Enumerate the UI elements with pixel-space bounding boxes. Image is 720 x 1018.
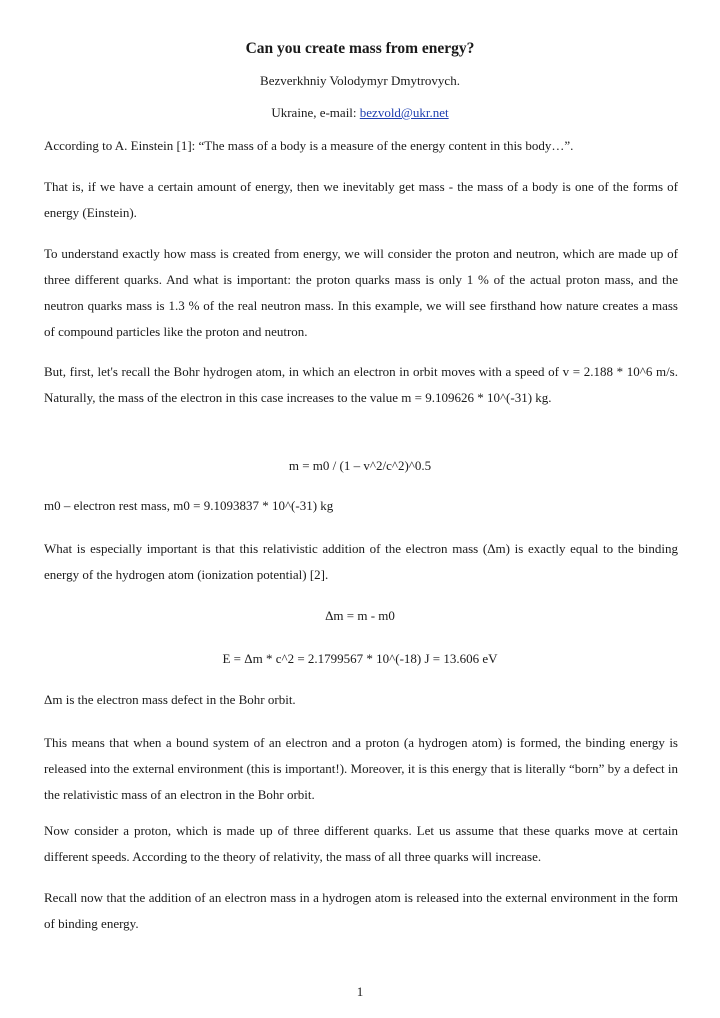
affiliation-line	[0, 105, 720, 121]
email-link[interactable]: bezvold@ukr.net	[359, 105, 449, 120]
paragraph-mass-defect-def: Δm is the electron mass defect in the Bohr orbit.	[44, 692, 296, 707]
paragraph-binding-energy: What is especially important is that this relativistic addition of the electron mass (Δm) is exactly equal to the binding energy of the hydrogen atom (ionization potential) [2].	[44, 541, 678, 582]
paragraph-hydrogen-binding: This means that when a bound system of an electron and a proton (a hydrogen atom) is formed, the binding energy is released into the external environment (this is important!). Moreover, it is this energy that is literally “born” by a defect in the relativistic mass of an electron in the Bohr orbit.	[44, 735, 678, 802]
paragraph-einstein-quote: According to A. Einstein [1]: “The mass of a body is a measure of the energy content in this body…”.	[44, 138, 574, 153]
affiliation-prefix: Ukraine, e-mail:	[271, 105, 360, 120]
equation-relativistic-mass: m = m0 / (1 – v^2/c^2)^0.5	[288, 458, 432, 473]
paragraph-recall: Recall now that the addition of an electron mass in a hydrogen atom is released into the external environment in the form of binding energy.	[44, 890, 678, 931]
paragraph-rest-mass: m0 – electron rest mass, m0 = 9.1093837 * 10^(-31) kg	[44, 498, 334, 513]
author-name: Bezverkhniy Volodymyr Dmytrovych.	[260, 73, 460, 88]
paragraph-bohr-atom: But, first, let's recall the Bohr hydrogen atom, in which an electron in orbit moves with a speed of v = 2.188 * 10^6 m/s. Naturally, the mass of the electron in this case increases to the value m = 9.109626 * 10^(-31) kg.	[44, 364, 678, 405]
paragraph-proton-quarks: Now consider a proton, which is made up of three different quarks. Let us assume that these quarks move at certain different speeds. According to the theory of relativity, the mass of all three quarks will increase.	[44, 823, 678, 864]
equation-energy: E = Δm * c^2 = 2.1799567 * 10^(-18) J = 13.606 eV	[222, 651, 498, 666]
equation-mass-defect: Δm = m - m0	[325, 608, 395, 623]
page-number: 1	[356, 984, 364, 999]
paragraph-quarks: To understand exactly how mass is created from energy, we will consider the proton and neutron, which are made up of three different quarks. And what is important: the proton quarks mass is only 1 % of the actual proton mass, and the neutron quarks mass is 1.3 % of the real neutron mass. In this example, we will see firsthand how nature creates a mass of compound particles like the proton and neutron.	[44, 246, 678, 339]
paper-title: Can you create mass from energy?	[245, 40, 475, 57]
paragraph-mass-energy: That is, if we have a certain amount of energy, then we inevitably get mass - the mass of a body is one of the forms of energy (Einstein).	[44, 179, 678, 220]
